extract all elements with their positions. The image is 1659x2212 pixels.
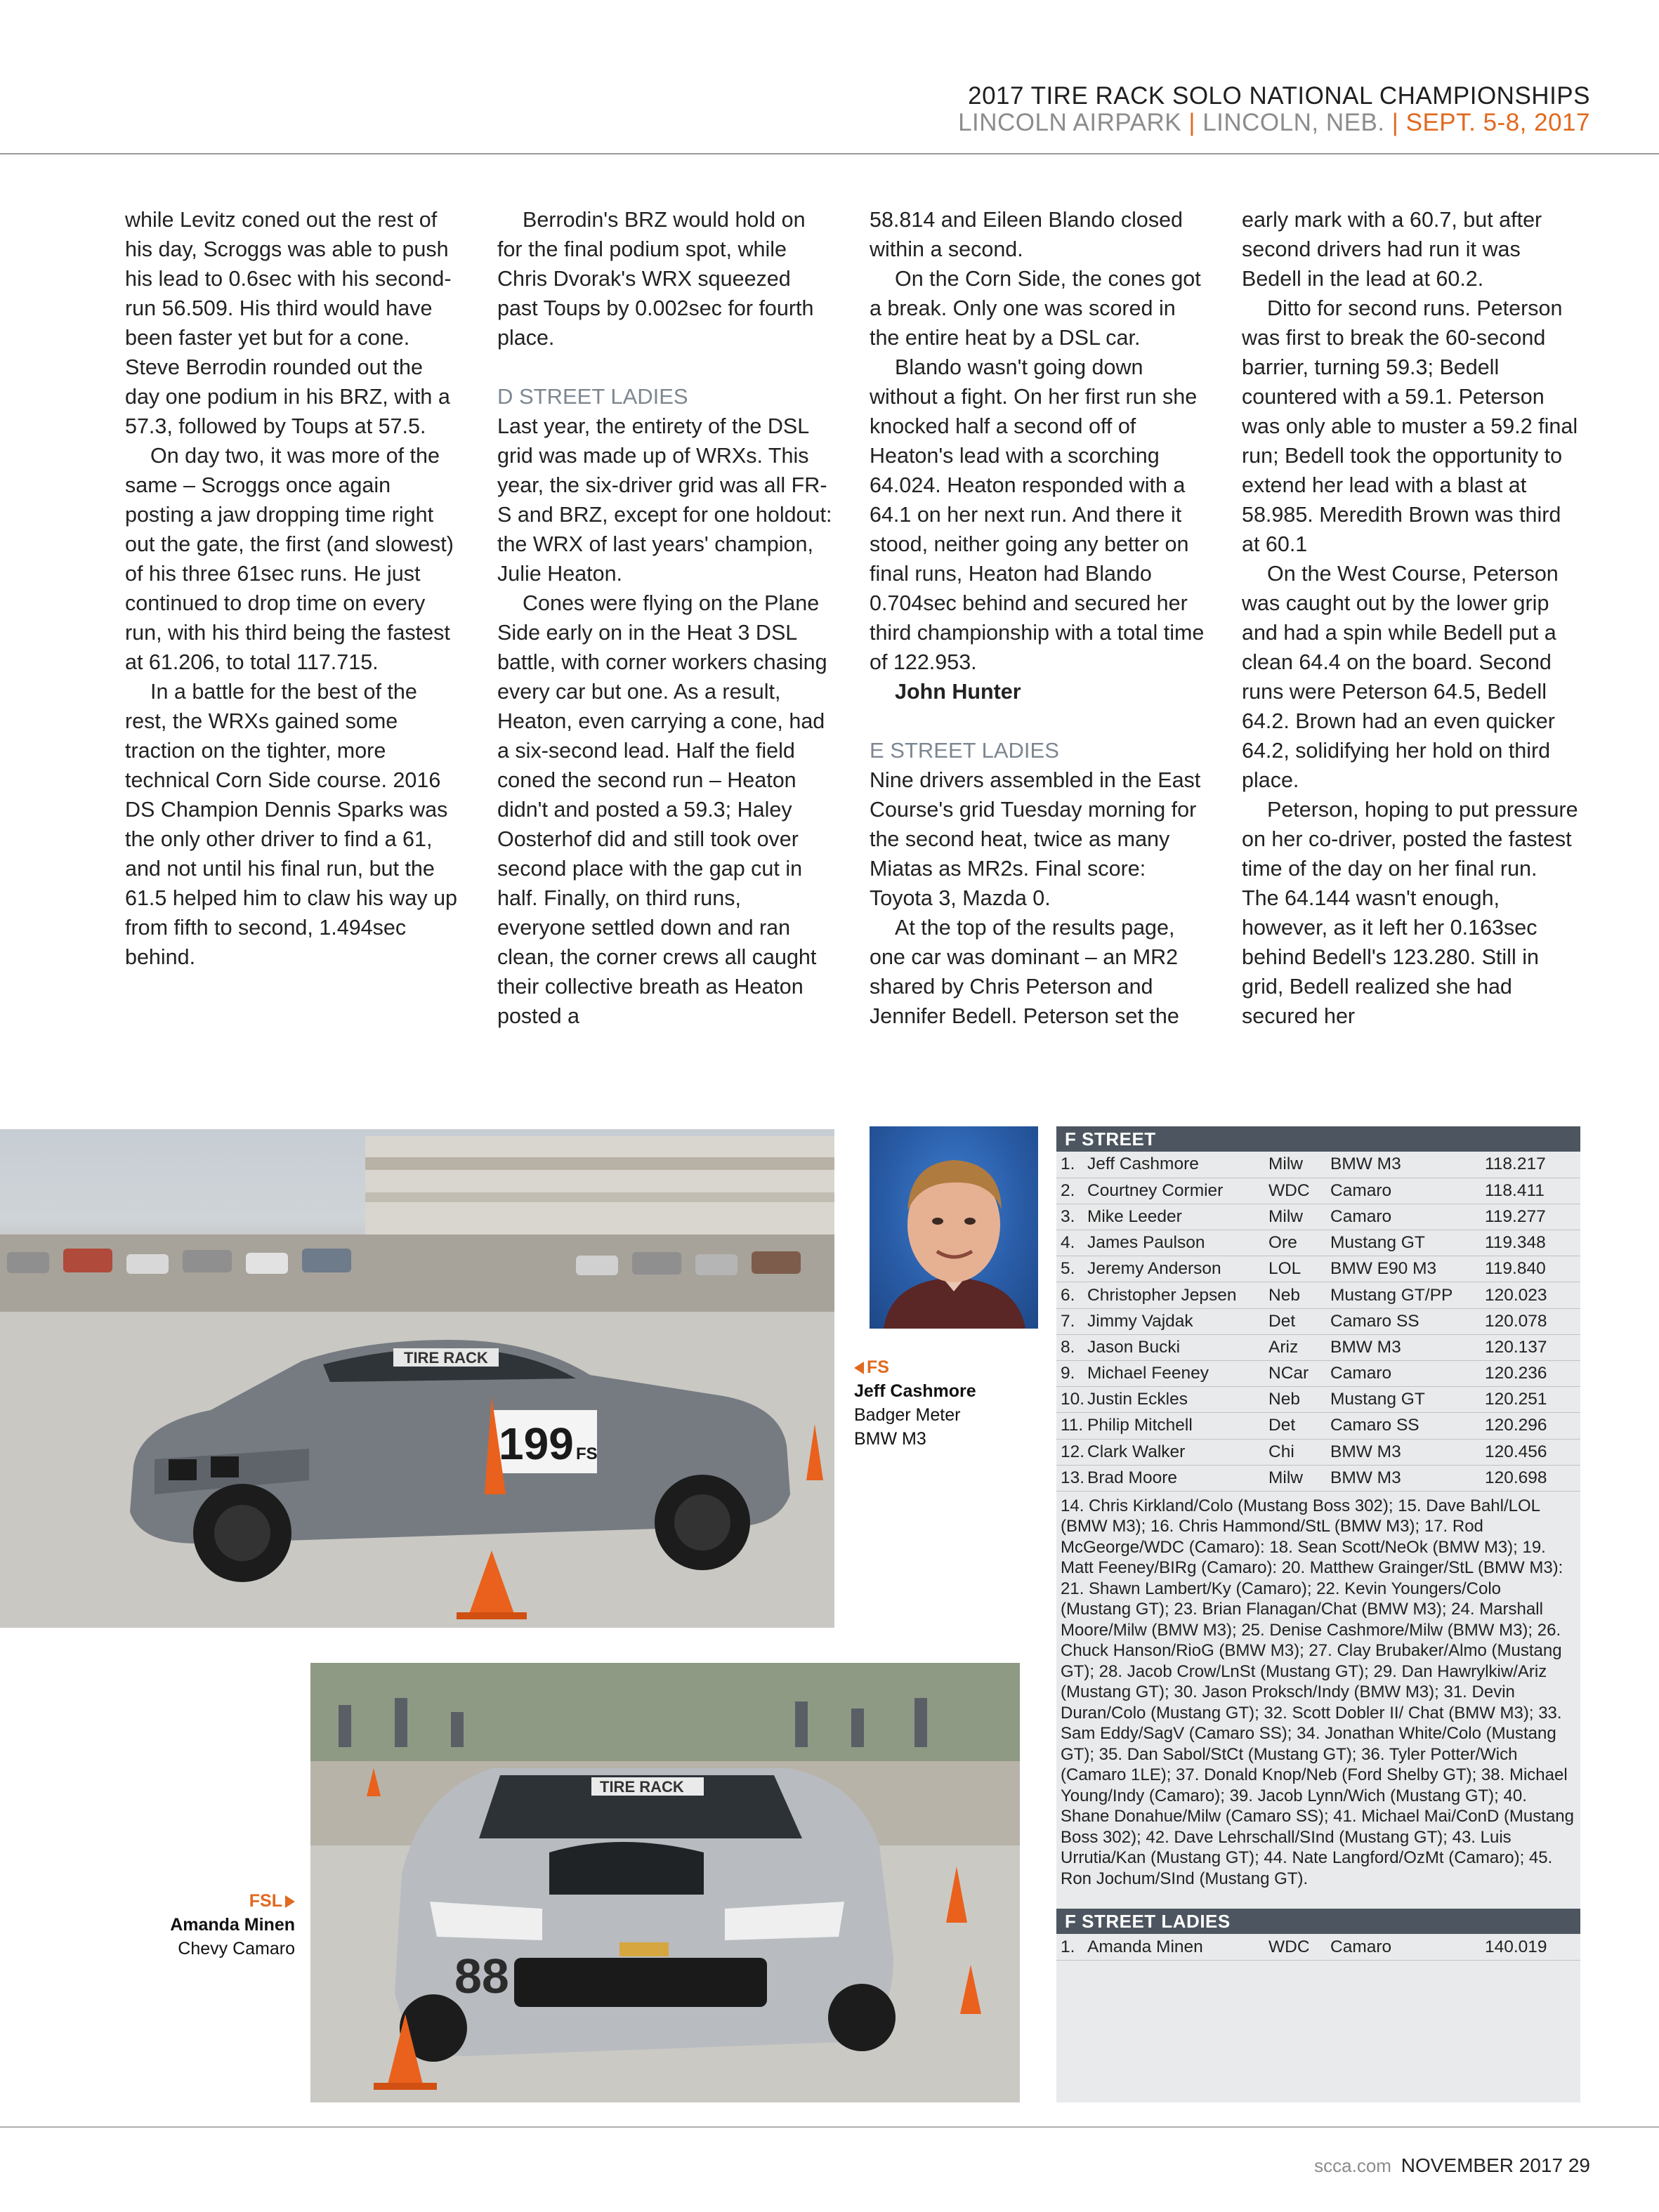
result-car: Camaro [1330, 1204, 1485, 1230]
table-row [1056, 1282, 1580, 1308]
result-driver: Justin Eckles [1087, 1387, 1268, 1413]
article-column-2 [497, 205, 834, 1031]
result-time: 120.698 [1485, 1465, 1580, 1491]
result-time: 120.078 [1485, 1308, 1580, 1334]
result-time: 118.217 [1485, 1152, 1580, 1178]
header-divider: | [1391, 109, 1399, 136]
result-car: Mustang GT [1330, 1230, 1485, 1256]
paragraph: Nine drivers assembled in the East Course's grid Tuesday morning for the second heat, twice as many Miatas as MR2s. Final score: Toyota 3, Mazda 0. [870, 768, 1201, 910]
paragraph: while Levitz coned out the rest of his day, Scroggs was able to push his lead to 0.6sec with his second-run 56.509. His third would have been faster yet but for a cone. Steve Berrodin rounded out the day one podium in his BRZ, with a 57.3, followed by Toups at 57.5. [125, 208, 452, 438]
bmw-m3-illustration [0, 1129, 834, 1628]
header-dates: SEPT. 5-8, 2017 [1405, 109, 1590, 136]
result-region: WDC [1268, 1934, 1330, 1960]
bmw-car-class: FS [576, 1444, 598, 1463]
table-row [1056, 1256, 1580, 1282]
table-row [1056, 1334, 1580, 1360]
paragraph: On day two, it was more of the same – Scroggs once again posting a jaw dropping time right out the gate, the first (and slowest) of his three 61sec runs. He just continued to drop time on every run, with his third being the fastest at 61.206, to total 117.715. [125, 444, 454, 674]
header-rule [0, 153, 1659, 154]
result-position: 12. [1056, 1439, 1087, 1465]
result-driver: Jeff Cashmore [1087, 1152, 1268, 1178]
caption-car: Chevy Camaro [178, 1939, 295, 1958]
table-row [1056, 1465, 1580, 1491]
result-region: NCar [1268, 1361, 1330, 1387]
paragraph: 58.814 and Eileen Blando closed within a second. [870, 208, 1183, 261]
result-region: Det [1268, 1413, 1330, 1439]
bmw-m3-photo [0, 1129, 834, 1628]
result-region: Ore [1268, 1230, 1330, 1256]
paragraph: On the West Course, Peterson was caught out by the lower grip and had a spin while Bedell put a clean 64.4 on the board. Second runs were Peterson 64.5, Bedell 64.2. Brown had an even quicker 64.2, solidifying her hold on third place. [1242, 562, 1559, 792]
table-row [1056, 1308, 1580, 1334]
result-region: Milw [1268, 1465, 1330, 1491]
paragraph: early mark with a 60.7, but after second drivers had run it was Bedell in the lead at 60.2. [1242, 208, 1542, 291]
section-heading-dsl: D STREET LADIES [497, 384, 688, 409]
results-box [1056, 1126, 1580, 2102]
result-time: 120.236 [1485, 1361, 1580, 1387]
result-region: LOL [1268, 1256, 1330, 1282]
caption-driver-name: Amanda Minen [170, 1915, 295, 1935]
result-driver: Philip Mitchell [1087, 1413, 1268, 1439]
result-position: 11. [1056, 1413, 1087, 1439]
footer-issue: NOVEMBER 2017 [1401, 2154, 1563, 2176]
result-driver: Jimmy Vajdak [1087, 1308, 1268, 1334]
result-car: BMW M3 [1330, 1465, 1485, 1491]
result-position: 1. [1056, 1152, 1087, 1178]
article-column-1 [125, 205, 462, 972]
paragraph: Last year, the entirety of the DSL grid was made up of WRXs. This year, the six-driver grid was all FR-S and BRZ, except for one holdout: the WRX of last years' champion, Julie Heaton. [497, 414, 832, 586]
paragraph: In a battle for the best of the rest, the WRXs gained some traction on the tighter, more technical Corn Side course. 2016 DS Champion Dennis Sparks was the only other driver to find a 61, and not until his final run, but the 61.5 helped him to claw his way up from fifth to second, 1.494sec behind. [125, 680, 458, 969]
article-column-3 [870, 205, 1207, 1031]
caption-driver-name: Jeff Cashmore [854, 1381, 976, 1401]
result-car: Mustang GT [1330, 1387, 1485, 1413]
header-venue: LINCOLN AIRPARK [958, 109, 1182, 136]
result-car: Mustang GT/PP [1330, 1282, 1485, 1308]
result-driver: Jeremy Anderson [1087, 1256, 1268, 1282]
result-time: 120.456 [1485, 1439, 1580, 1465]
result-region: Milw [1268, 1204, 1330, 1230]
table-row [1056, 1387, 1580, 1413]
footer-site: scca.com [1314, 2155, 1391, 2176]
footer-rule [0, 2126, 1659, 2128]
result-time: 120.251 [1485, 1387, 1580, 1413]
page-number: 29 [1568, 2154, 1590, 2176]
portrait-illustration [870, 1126, 1038, 1329]
result-driver: Amanda Minen [1087, 1934, 1268, 1960]
bmw-car-number: 199 [499, 1418, 574, 1469]
caption-fsl [112, 1889, 295, 1961]
result-time: 119.277 [1485, 1204, 1580, 1230]
result-region: Det [1268, 1308, 1330, 1334]
result-time: 119.840 [1485, 1256, 1580, 1282]
result-driver: Jason Bucki [1087, 1334, 1268, 1360]
caption-class: FS [867, 1357, 889, 1377]
result-car: Camaro SS [1330, 1308, 1485, 1334]
result-region: Chi [1268, 1439, 1330, 1465]
chevy-camaro-photo [310, 1663, 1020, 2102]
result-car: BMW M3 [1330, 1334, 1485, 1360]
result-car: Camaro [1330, 1934, 1485, 1960]
result-driver: Courtney Cormier [1087, 1178, 1268, 1204]
result-time: 120.296 [1485, 1413, 1580, 1439]
result-driver: Clark Walker [1087, 1439, 1268, 1465]
table-row [1056, 1230, 1580, 1256]
result-position: 3. [1056, 1204, 1087, 1230]
table-row [1056, 1152, 1580, 1178]
result-region: Milw [1268, 1152, 1330, 1178]
camaro-illustration [310, 1663, 1020, 2102]
caption-class: FSL [249, 1891, 282, 1911]
result-car: BMW M3 [1330, 1152, 1485, 1178]
result-position: 5. [1056, 1256, 1087, 1282]
results-remaining-fs: 14. Chris Kirkland/Colo (Mustang Boss 302); 15. Dave Bahl/LOL (BMW M3); 16. Chris Hammond/StL (BMW M3); 17. Rod McGeorge/WDC (Camaro): 18. Sean Scott/NeOk (BMW M3); 19. Matt Feeney/BIRg (Camaro): 20. Matthew Grainger/StL (BMW M3): 21. Shawn Lambert/Ky (Camaro); 22. Kevin Youngers/Colo (Mustang GT); 23. Brian Flanagan/Chat (BMW M3); 24. Marshall Moore/Milw (BMW M3); 25. Denise Cashmore/Milw (BMW M3); 26. Chuck Hanson/RioG (BMW M3); 27. Clay Brubaker/Almo (Mustang GT); 28. Jacob Crow/LnSt (Mustang GT); 29. Dan Hawrylkiw/Ariz (Mustang GT); 30. Jason Proksch/Indy (BMW M3); 31. Devin Duran/Colo (Mustang GT); 32. Scott Dobler II/ Chat (BMW M3); 33. Sam Eddy/SagV (Camaro SS); 34. Jonathan White/Colo (Mustang GT); 35. Dan Sabol/StCt (Mustang GT); 36. Tyler Potter/Wich (Camaro 1LE); 37. Donald Knop/Neb (Ford Shelby GT); 38. Michael Young/Indy (Camaro); 39. Jacob Lynn/Wich (Mustang GT); 40. Shane Donahue/Milw (Camaro SS); 41. Michael Mai/ConD (Mustang Boss 302); 42. Dave Lehrschall/SInd (Mustang GT); 43. Luis Urrutia/Kan (Mustang GT); 44. Nate Langford/OzMt (Camaro); 45. Ron Jochum/SInd (Mustang GT). [1061, 1496, 1574, 1888]
header-title: 2017 TIRE RACK SOLO NATIONAL CHAMPIONSHIPS [968, 82, 1590, 110]
bmw-windshield-banner: TIRE RACK [404, 1349, 488, 1367]
result-position: 10. [1056, 1387, 1087, 1413]
paragraph: Blando wasn't going down without a fight. On her first run she knocked half a second off of Heaton's lead with a scorching 64.024. Heaton responded with a 64.1 on her next run. And there it stood, neither going any better on final runs, Heaton had Blando 0.704sec behind and secured her third championship with a total time of 122.953. [870, 355, 1205, 674]
caption-fs [854, 1355, 976, 1451]
results-heading-fs: F STREET [1056, 1126, 1580, 1152]
camaro-windshield-banner: TIRE RACK [600, 1778, 684, 1796]
header-subtitle [958, 110, 1590, 136]
arrow-right-icon [285, 1895, 295, 1908]
result-time: 119.348 [1485, 1230, 1580, 1256]
result-region: Ariz [1268, 1334, 1330, 1360]
table-row [1056, 1361, 1580, 1387]
result-time: 118.411 [1485, 1178, 1580, 1204]
paragraph: On the Corn Side, the cones got a break. Only one was scored in the entire heat by a DSL car. [870, 267, 1201, 350]
section-heading-esl: E STREET LADIES [870, 738, 1059, 763]
caption-car: BMW M3 [854, 1429, 926, 1449]
paragraph: Cones were flying on the Plane Side early on in the Heat 3 DSL battle, with corner workers chasing every car but one. As a result, Heaton, even carrying a cone, had a six-second lead. Half the field coned the second run – Heaton didn't and posted a 59.3; Haley Oosterhof did and still took over second place with the gap cut in half. Finally, on third runs, everyone settled down and ran clean, the corner crews all caught their collective breath as Heaton posted a [497, 591, 827, 1028]
result-driver: Christopher Jepsen [1087, 1282, 1268, 1308]
table-row [1056, 1934, 1580, 1960]
result-time: 120.023 [1485, 1282, 1580, 1308]
result-position: 13. [1056, 1465, 1087, 1491]
result-region: WDC [1268, 1178, 1330, 1204]
result-car: Camaro [1330, 1361, 1485, 1387]
result-position: 7. [1056, 1308, 1087, 1334]
paragraph: Ditto for second runs. Peterson was first to break the 60-second barrier, turning 59.3; Bedell countered with a 59.1. Peterson was only able to muster a 59.2 final run; Bedell took the opportunity to extend her lead with a blast at 58.985. Meredith Brown was third at 60.1 [1242, 296, 1578, 556]
result-time: 140.019 [1485, 1934, 1580, 1960]
result-position: 1. [1056, 1934, 1087, 1960]
author-byline: John Hunter [895, 680, 1021, 704]
caption-sponsor: Badger Meter [854, 1405, 961, 1425]
result-position: 6. [1056, 1282, 1087, 1308]
result-position: 4. [1056, 1230, 1087, 1256]
table-row [1056, 1439, 1580, 1465]
table-row [1056, 1413, 1580, 1439]
camaro-car-number: 88 [454, 1949, 509, 2003]
paragraph: Berrodin's BRZ would hold on for the final podium spot, while Chris Dvorak's WRX squeezed past Toups by 0.002sec for fourth place. [497, 208, 814, 350]
arrow-left-icon [854, 1362, 864, 1374]
result-region: Neb [1268, 1282, 1330, 1308]
jeff-cashmore-portrait [870, 1126, 1038, 1329]
header-city: LINCOLN, NEB. [1202, 109, 1385, 136]
result-position: 9. [1056, 1361, 1087, 1387]
paragraph: Peterson, hoping to put pressure on her co-driver, posted the fastest time of the day on her final run. The 64.144 wasn't enough, however, as it left her 0.163sec behind Bedell's 123.280. Still in grid, Bedell realized she had secured her [1242, 798, 1578, 1028]
result-driver: Brad Moore [1087, 1465, 1268, 1491]
page-footer [1314, 2154, 1590, 2177]
article-column-4 [1242, 205, 1579, 1031]
page-header [958, 83, 1590, 136]
result-position: 2. [1056, 1178, 1087, 1204]
result-time: 120.137 [1485, 1334, 1580, 1360]
result-car: Camaro [1330, 1178, 1485, 1204]
results-table-fs [1056, 1152, 1580, 1492]
result-position: 8. [1056, 1334, 1087, 1360]
result-car: BMW M3 [1330, 1439, 1485, 1465]
table-row [1056, 1178, 1580, 1204]
result-region: Neb [1268, 1387, 1330, 1413]
header-divider: | [1188, 109, 1195, 136]
result-car: Camaro SS [1330, 1413, 1485, 1439]
table-row [1056, 1204, 1580, 1230]
result-driver: Mike Leeder [1087, 1204, 1268, 1230]
results-heading-fsl: F STREET LADIES [1056, 1909, 1580, 1934]
result-driver: James Paulson [1087, 1230, 1268, 1256]
results-table-fsl [1056, 1934, 1580, 1961]
result-driver: Michael Feeney [1087, 1361, 1268, 1387]
result-car: BMW E90 M3 [1330, 1256, 1485, 1282]
paragraph: At the top of the results page, one car was dominant – an MR2 shared by Chris Peterson and Jennifer Bedell. Peterson set the [870, 916, 1179, 1028]
